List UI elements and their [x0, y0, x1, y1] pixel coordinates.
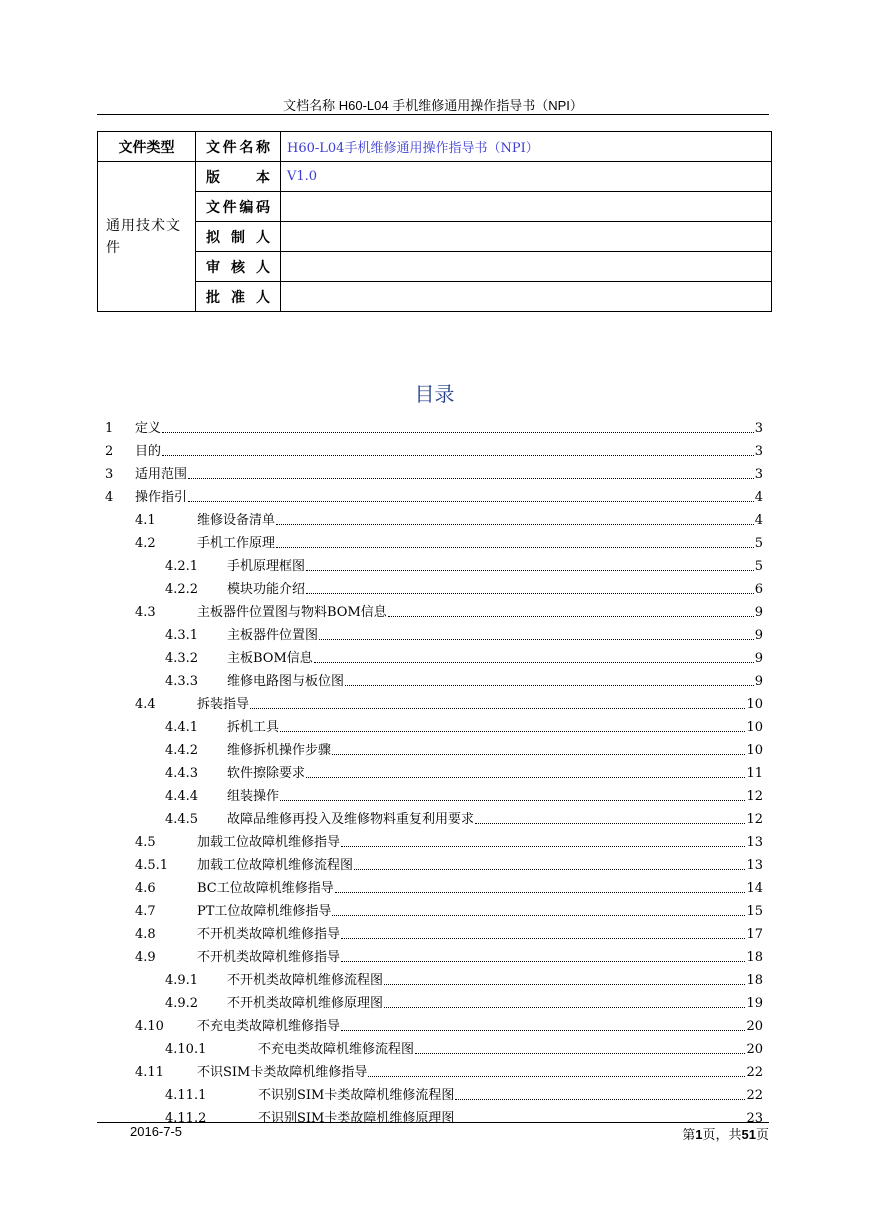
toc-entry-number: 3 [105, 467, 114, 482]
toc-entry-number: 4.9.2 [165, 996, 199, 1011]
toc-entry[interactable] [105, 873, 763, 896]
info-value-name: H60-L04手机维修通用操作指导书（NPI） [281, 132, 772, 162]
toc-leader-dots [345, 684, 754, 686]
toc-leader-dots [332, 914, 745, 916]
toc-entry[interactable] [105, 459, 763, 482]
toc-entry-number: 4.11 [135, 1065, 164, 1080]
toc-entry-title: 不识SIM卡类故障机维修指导 [197, 1065, 368, 1080]
info-label-version: 版本 [196, 162, 281, 192]
toc-entry[interactable] [105, 804, 763, 827]
toc-entry[interactable] [105, 551, 763, 574]
info-label-reviewer: 审核人 [196, 252, 281, 282]
page-prefix: 第 [682, 1128, 696, 1143]
toc-entry-page: 5 [754, 559, 763, 574]
toc-entry-title: 不识别SIM卡类故障机维修流程图 [258, 1088, 455, 1103]
info-value-code [281, 192, 772, 222]
toc-leader-dots [188, 500, 754, 502]
toc-entry-number: 4.9 [135, 950, 156, 965]
toc-entry-page: 19 [746, 996, 763, 1011]
toc-leader-dots [455, 1098, 745, 1100]
toc-entry-number: 4.10 [135, 1019, 164, 1034]
info-value-drafter [281, 222, 772, 252]
toc-entry-page: 10 [746, 720, 763, 735]
toc-leader-dots [384, 1006, 745, 1008]
toc-entry-page: 3 [754, 444, 763, 459]
toc-entry[interactable] [105, 597, 763, 620]
toc-entry[interactable] [105, 643, 763, 666]
toc-entry-number: 4.3.3 [165, 674, 199, 689]
toc-entry-number: 4.8 [135, 927, 156, 942]
toc-entry-number: 4.3.1 [165, 628, 199, 643]
toc-entry[interactable] [105, 965, 763, 988]
toc-leader-dots [250, 707, 745, 709]
toc-leader-dots [335, 891, 746, 893]
toc-leader-dots [314, 661, 754, 663]
toc-leader-dots [341, 937, 745, 939]
toc-leader-dots [188, 477, 754, 479]
toc-leader-dots [306, 592, 754, 594]
toc-entry-page: 13 [746, 858, 763, 873]
toc-leader-dots [341, 960, 745, 962]
toc-leader-dots [276, 546, 754, 548]
document-header-title: 文档名称 H60-L04 手机维修通用操作指导书（NPI） [283, 98, 583, 113]
info-row-name [98, 132, 772, 162]
toc-entry-number: 4.2.1 [165, 559, 199, 574]
toc-entry-number: 4.4 [135, 697, 156, 712]
toc-entry-title: 维修拆机操作步骤 [227, 743, 332, 758]
toc-entry-page: 22 [746, 1088, 763, 1103]
toc-entry-page: 13 [746, 835, 763, 850]
toc-entry-title: 主板BOM信息 [227, 651, 313, 666]
toc-entry-title: 不充电类故障机维修流程图 [258, 1042, 415, 1057]
document-info-table [97, 131, 772, 312]
toc-entry-title: 主板器件位置图与物料BOM信息 [197, 605, 387, 620]
toc-entry-page: 14 [746, 881, 763, 896]
toc-entry[interactable] [105, 758, 763, 781]
info-label-drafter: 拟制人 [196, 222, 281, 252]
toc-entry[interactable] [105, 712, 763, 735]
info-label-code: 文件编码 [196, 192, 281, 222]
toc-entry-page: 3 [754, 467, 763, 482]
toc-leader-dots [280, 799, 745, 801]
page-middle: 页，共 [702, 1128, 742, 1143]
toc-entry-page: 20 [746, 1019, 763, 1034]
toc-entry[interactable] [105, 482, 763, 505]
toc-entry-title: 加载工位故障机维修指导 [197, 835, 341, 850]
toc-entry-title: 不开机类故障机维修指导 [197, 950, 341, 965]
toc-entry-title: 适用范围 [135, 467, 188, 482]
toc-entry-page: 12 [746, 789, 763, 804]
toc-entry-number: 4.11.2 [165, 1111, 207, 1126]
toc-entry-title: 加载工位故障机维修流程图 [197, 858, 354, 873]
toc-entry[interactable] [105, 505, 763, 528]
toc-leader-dots [276, 523, 754, 525]
toc-entry-page: 10 [746, 697, 763, 712]
footer-date: 2016-7-5 [130, 1124, 183, 1139]
toc-entry-number: 4.11.1 [165, 1088, 207, 1103]
toc-entry[interactable] [105, 1080, 763, 1103]
toc-leader-dots [415, 1052, 745, 1054]
toc-entry[interactable] [105, 896, 763, 919]
toc-entry[interactable] [105, 781, 763, 804]
toc-entry-title: 手机原理框图 [227, 559, 306, 574]
toc-leader-dots [306, 569, 754, 571]
toc-leader-dots [280, 730, 745, 732]
toc-leader-dots [368, 1075, 745, 1077]
info-value-version: V1.0 [281, 162, 772, 192]
toc-leader-dots [162, 454, 754, 456]
toc-entry-number: 4 [105, 490, 114, 505]
info-row-approver [98, 282, 772, 312]
toc-leader-dots [332, 753, 745, 755]
toc-entry-page: 20 [746, 1042, 763, 1057]
toc-entry-number: 4.5.1 [135, 858, 169, 873]
toc-entry-page: 9 [754, 628, 763, 643]
toc-entry-number: 4.6 [135, 881, 156, 896]
toc-entry-title: 定义 [135, 421, 162, 436]
toc-entry-page: 4 [754, 490, 763, 505]
header-divider [97, 114, 769, 115]
toc-entry-title: 主板器件位置图 [227, 628, 319, 643]
toc-leader-dots [384, 983, 745, 985]
toc-entry-number: 4.7 [135, 904, 156, 919]
toc-entry[interactable] [105, 528, 763, 551]
toc-entry-title: 拆装指导 [197, 697, 250, 712]
toc-entry-page: 17 [746, 927, 763, 942]
toc-entry-title: 不开机类故障机维修原理图 [227, 996, 384, 1011]
toc-entry-title: 故障品维修再投入及维修物料重复利用要求 [227, 812, 475, 827]
toc-entry-title: 不开机类故障机维修指导 [197, 927, 341, 942]
info-row-version [98, 162, 772, 192]
toc-entry-title: PT工位故障机维修指导 [197, 904, 332, 919]
toc-entry-page: 10 [746, 743, 763, 758]
toc-entry[interactable] [105, 689, 763, 712]
toc-entry-number: 4.4.4 [165, 789, 199, 804]
toc-entry-page: 18 [746, 950, 763, 965]
toc-leader-dots [162, 431, 754, 433]
footer-divider [97, 1122, 769, 1123]
info-row-reviewer [98, 252, 772, 282]
toc-entry[interactable] [105, 850, 763, 873]
toc-entry[interactable] [105, 436, 763, 459]
toc-entry[interactable] [105, 1057, 763, 1080]
toc-leader-dots [354, 868, 745, 870]
toc-entry[interactable] [105, 919, 763, 942]
toc-entry-number: 4.9.1 [165, 973, 199, 988]
toc-entry-title: 不充电类故障机维修指导 [197, 1019, 341, 1034]
toc-entry-title: 目的 [135, 444, 162, 459]
toc-entry[interactable] [105, 827, 763, 850]
toc-leader-dots [388, 615, 754, 617]
toc-entry-title: 不开机类故障机维修流程图 [227, 973, 384, 988]
toc-entry[interactable] [105, 1034, 763, 1057]
toc-entry-title: 手机工作原理 [197, 536, 276, 551]
info-label-approver: 批准人 [196, 282, 281, 312]
page-total: 51 [741, 1127, 756, 1142]
toc-entry[interactable] [105, 666, 763, 689]
toc-entry-number: 1 [105, 421, 114, 436]
toc-entry-number: 4.4.3 [165, 766, 199, 781]
toc-entry-number: 4.2.2 [165, 582, 199, 597]
toc-entry-page: 18 [746, 973, 763, 988]
toc-entry-number: 4.1 [135, 513, 156, 528]
info-value-reviewer [281, 252, 772, 282]
toc-leader-dots [306, 776, 745, 778]
toc-entry-title: 维修电路图与板位图 [227, 674, 345, 689]
toc-entry-number: 4.3.2 [165, 651, 199, 666]
toc-leader-dots [341, 1029, 745, 1031]
toc-entry-page: 9 [754, 651, 763, 666]
toc-entry-number: 4.5 [135, 835, 156, 850]
table-of-contents [105, 413, 763, 1126]
toc-leader-dots [319, 638, 754, 640]
toc-entry-number: 4.4.2 [165, 743, 199, 758]
page-suffix: 页 [755, 1128, 769, 1143]
file-category: 通用技术文件 [98, 162, 196, 312]
toc-entry-number: 4.2 [135, 536, 156, 551]
info-label-name: 文件名称 [196, 132, 281, 162]
toc-entry-page: 23 [746, 1111, 763, 1126]
toc-entry-page: 15 [746, 904, 763, 919]
toc-entry[interactable] [105, 1011, 763, 1034]
toc-entry-title: 模块功能介绍 [227, 582, 306, 597]
toc-entry[interactable] [105, 620, 763, 643]
toc-entry-page: 9 [754, 605, 763, 620]
toc-entry-page: 5 [754, 536, 763, 551]
toc-title: 目录 [414, 382, 455, 406]
toc-entry-page: 22 [746, 1065, 763, 1080]
toc-entry-page: 9 [754, 674, 763, 689]
toc-entry-number: 2 [105, 444, 114, 459]
toc-leader-dots [475, 822, 745, 824]
toc-entry-title: 软件擦除要求 [227, 766, 306, 781]
toc-entry[interactable] [105, 574, 763, 597]
toc-entry-number: 4.3 [135, 605, 156, 620]
toc-entry-page: 6 [754, 582, 763, 597]
toc-entry-title: 不识别SIM卡类故障机维修原理图 [258, 1111, 455, 1126]
info-row-drafter [98, 222, 772, 252]
toc-entry-number: 4.10.1 [165, 1042, 207, 1057]
page-current: 1 [695, 1127, 703, 1142]
info-row-code [98, 192, 772, 222]
toc-entry-title: 维修设备清单 [197, 513, 276, 528]
toc-entry-page: 4 [754, 513, 763, 528]
toc-entry-number: 4.4.1 [165, 720, 199, 735]
file-type-header: 文件类型 [98, 132, 196, 162]
toc-entry-title: BC工位故障机维修指导 [197, 881, 334, 896]
toc-entry-title: 操作指引 [135, 490, 188, 505]
toc-entry-title: 拆机工具 [227, 720, 280, 735]
toc-entry[interactable] [105, 942, 763, 965]
toc-entry-page: 12 [746, 812, 763, 827]
footer-page-number [682, 1124, 769, 1143]
toc-entry-number: 4.4.5 [165, 812, 199, 827]
toc-entry[interactable] [105, 413, 763, 436]
toc-entry-page: 11 [746, 766, 763, 781]
toc-entry[interactable] [105, 735, 763, 758]
toc-entry-page: 3 [754, 421, 763, 436]
toc-entry-title: 组装操作 [227, 789, 280, 804]
toc-entry[interactable] [105, 988, 763, 1011]
info-value-approver [281, 282, 772, 312]
toc-leader-dots [341, 845, 745, 847]
